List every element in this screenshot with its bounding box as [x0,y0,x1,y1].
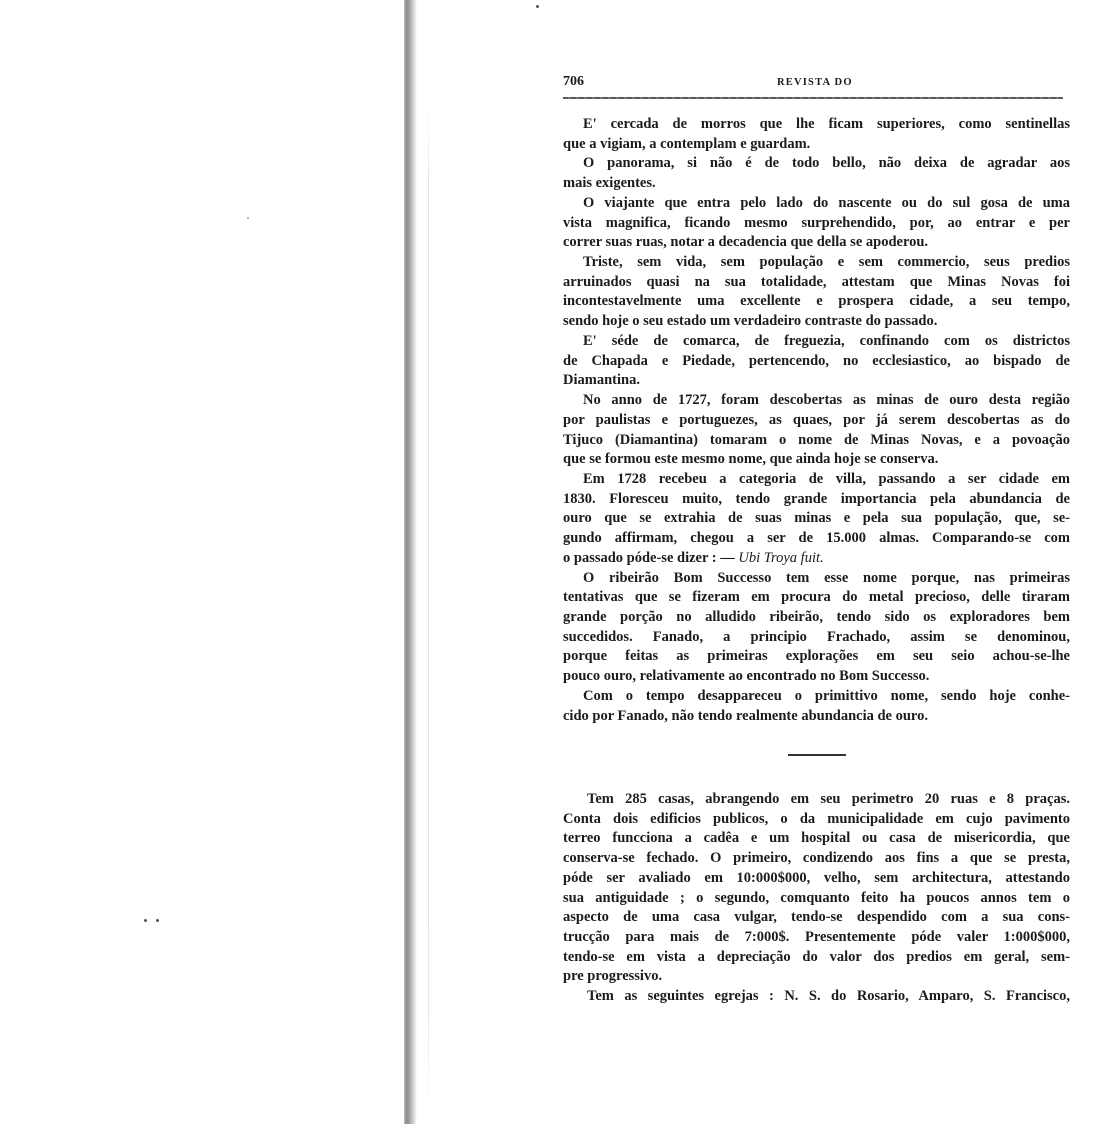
text-line: tentativas que se fizeram em procura do metal precioso, delle tiraram [563,589,1070,606]
text-fragment: o passado póde-se dizer : — [563,549,739,566]
scan-speck [156,919,159,922]
text-line: Tijuco (Diamantina) tomaram o nome de Minas Novas, e a povoação [563,431,1070,448]
text-line: arruinados quasi na sua totalidade, attestam que Minas Novas foi [563,273,1070,290]
text-line: grande porção no alludido ribeirão, tendo sido os exploradores bem [563,608,1070,625]
scan-speck [144,919,147,922]
text-line: No anno de 1727, foram descobertas as minas de ouro desta região [583,392,1070,409]
text-line: porque feitas as primeiras explorações em seu seio achou-se-lhe [563,648,1070,665]
text-line: Triste, sem vida, sem população e sem commercio, seus predios [583,254,1070,271]
text-line: pre progressivo. [563,968,663,985]
text-line: Diamantina. [563,372,640,389]
text-line: 1830. Floresceu muito, tendo grande importancia pela abundancia de [563,490,1070,507]
text-line: sua antiguidade ; o segundo, comquanto feito ha poucos annos tem o [563,889,1070,906]
page-gutter-shadow [404,0,417,1124]
text-line: sendo hoje o seu estado um verdadeiro contraste do passado. [563,313,938,330]
text-line: por paulistas e portuguezes, as quaes, por já serem descobertas as do [563,411,1070,428]
text-line: O panorama, si não é de todo bello, não deixa de agradar aos [583,155,1070,172]
scan-speck [247,217,249,219]
text-line: que a vigiam, a contemplam e guardam. [563,135,811,152]
text-line: terreo funcciona a cadêa e um hospital ou casa de misericordia, que [563,830,1070,847]
text-line: trucção para mais de 7:000$. Presentemente póde valer 1:000$000, [563,929,1070,946]
section-separator-rule [788,754,846,756]
text-line: O viajante que entra pelo lado do nascente ou do sul gosa de uma [583,194,1070,211]
text-line: E' séde de comarca, de freguezia, confinando com os districtos [583,332,1070,349]
text-section-1 [563,115,1070,726]
gutter-faint-line [428,96,429,1116]
latin-quote: Ubi Troya fuit. [738,549,824,566]
text-line: Conta dois edificios publicos, o da municipalidade em cujo pavimento [563,810,1070,827]
text-line: Tem 285 casas, abrangendo em seu perimetro 20 ruas e 8 praças. [587,791,1070,807]
text-line: mais exigentes. [563,175,656,192]
text-line: Tem as seguintes egrejas : N. S. do Rosario, Amparo, S. Francisco, [587,988,1070,1005]
scan-speck [536,5,539,8]
text-line: tendo-se em vista a depreciação do valor dos predios em geral, sem- [563,948,1070,965]
text-line: succedidos. Fanado, a principio Frachado, assim se denominou, [563,628,1070,645]
text-line: pouco ouro, relativamente ao encontrado no Bom Successo. [563,668,930,685]
text-line: ouro que se extrahia de suas minas e pela sua população, que, se- [563,510,1070,527]
text-line: vista magnifica, ficando mesmo surprehendido, por, ao entrar e per [563,214,1070,231]
text-line: aspecto de uma casa vulgar, tendo-se despendido com a sua cons- [563,909,1070,926]
running-head: REVISTA DO [777,77,853,88]
text-line: Com o tempo desappareceu o primittivo nome, sendo hoje conhe- [583,687,1070,704]
text-line: correr suas ruas, notar a decadencia que della se apoderou. [563,234,929,251]
page-number: 706 [563,74,584,89]
text-line: póde ser avaliado em 10:000$000, velho, sem architectura, attestando [563,869,1070,886]
text-line [563,549,1070,569]
text-section-2 [563,790,1070,1007]
text-line: conserva-se fechado. O primeiro, condizendo aos fins a que se presta, [563,850,1070,867]
text-line: Em 1728 recebeu a categoria de villa, passando a ser cidade em [583,470,1070,487]
header-rule [563,97,1063,99]
text-line: O ribeirão Bom Successo tem esse nome porque, nas primeiras [583,569,1070,586]
page-header [563,73,1063,91]
text-line: E' cercada de morros que lhe ficam superiores, como sentinellas [583,116,1070,132]
text-line: que se formou este mesmo nome, que ainda hoje se conserva. [563,451,939,468]
text-line: gundo affirmam, chegou a ser de 15.000 almas. Comparando-se com [563,530,1070,547]
text-line: de Chapada e Piedade, pertencendo, no ecclesiastico, ao bispado de [563,352,1070,369]
text-line: cido por Fanado, não tendo realmente abundancia de ouro. [563,707,928,724]
text-line: incontestavelmente uma excellente e prospera cidade, a seu tempo, [563,293,1070,310]
